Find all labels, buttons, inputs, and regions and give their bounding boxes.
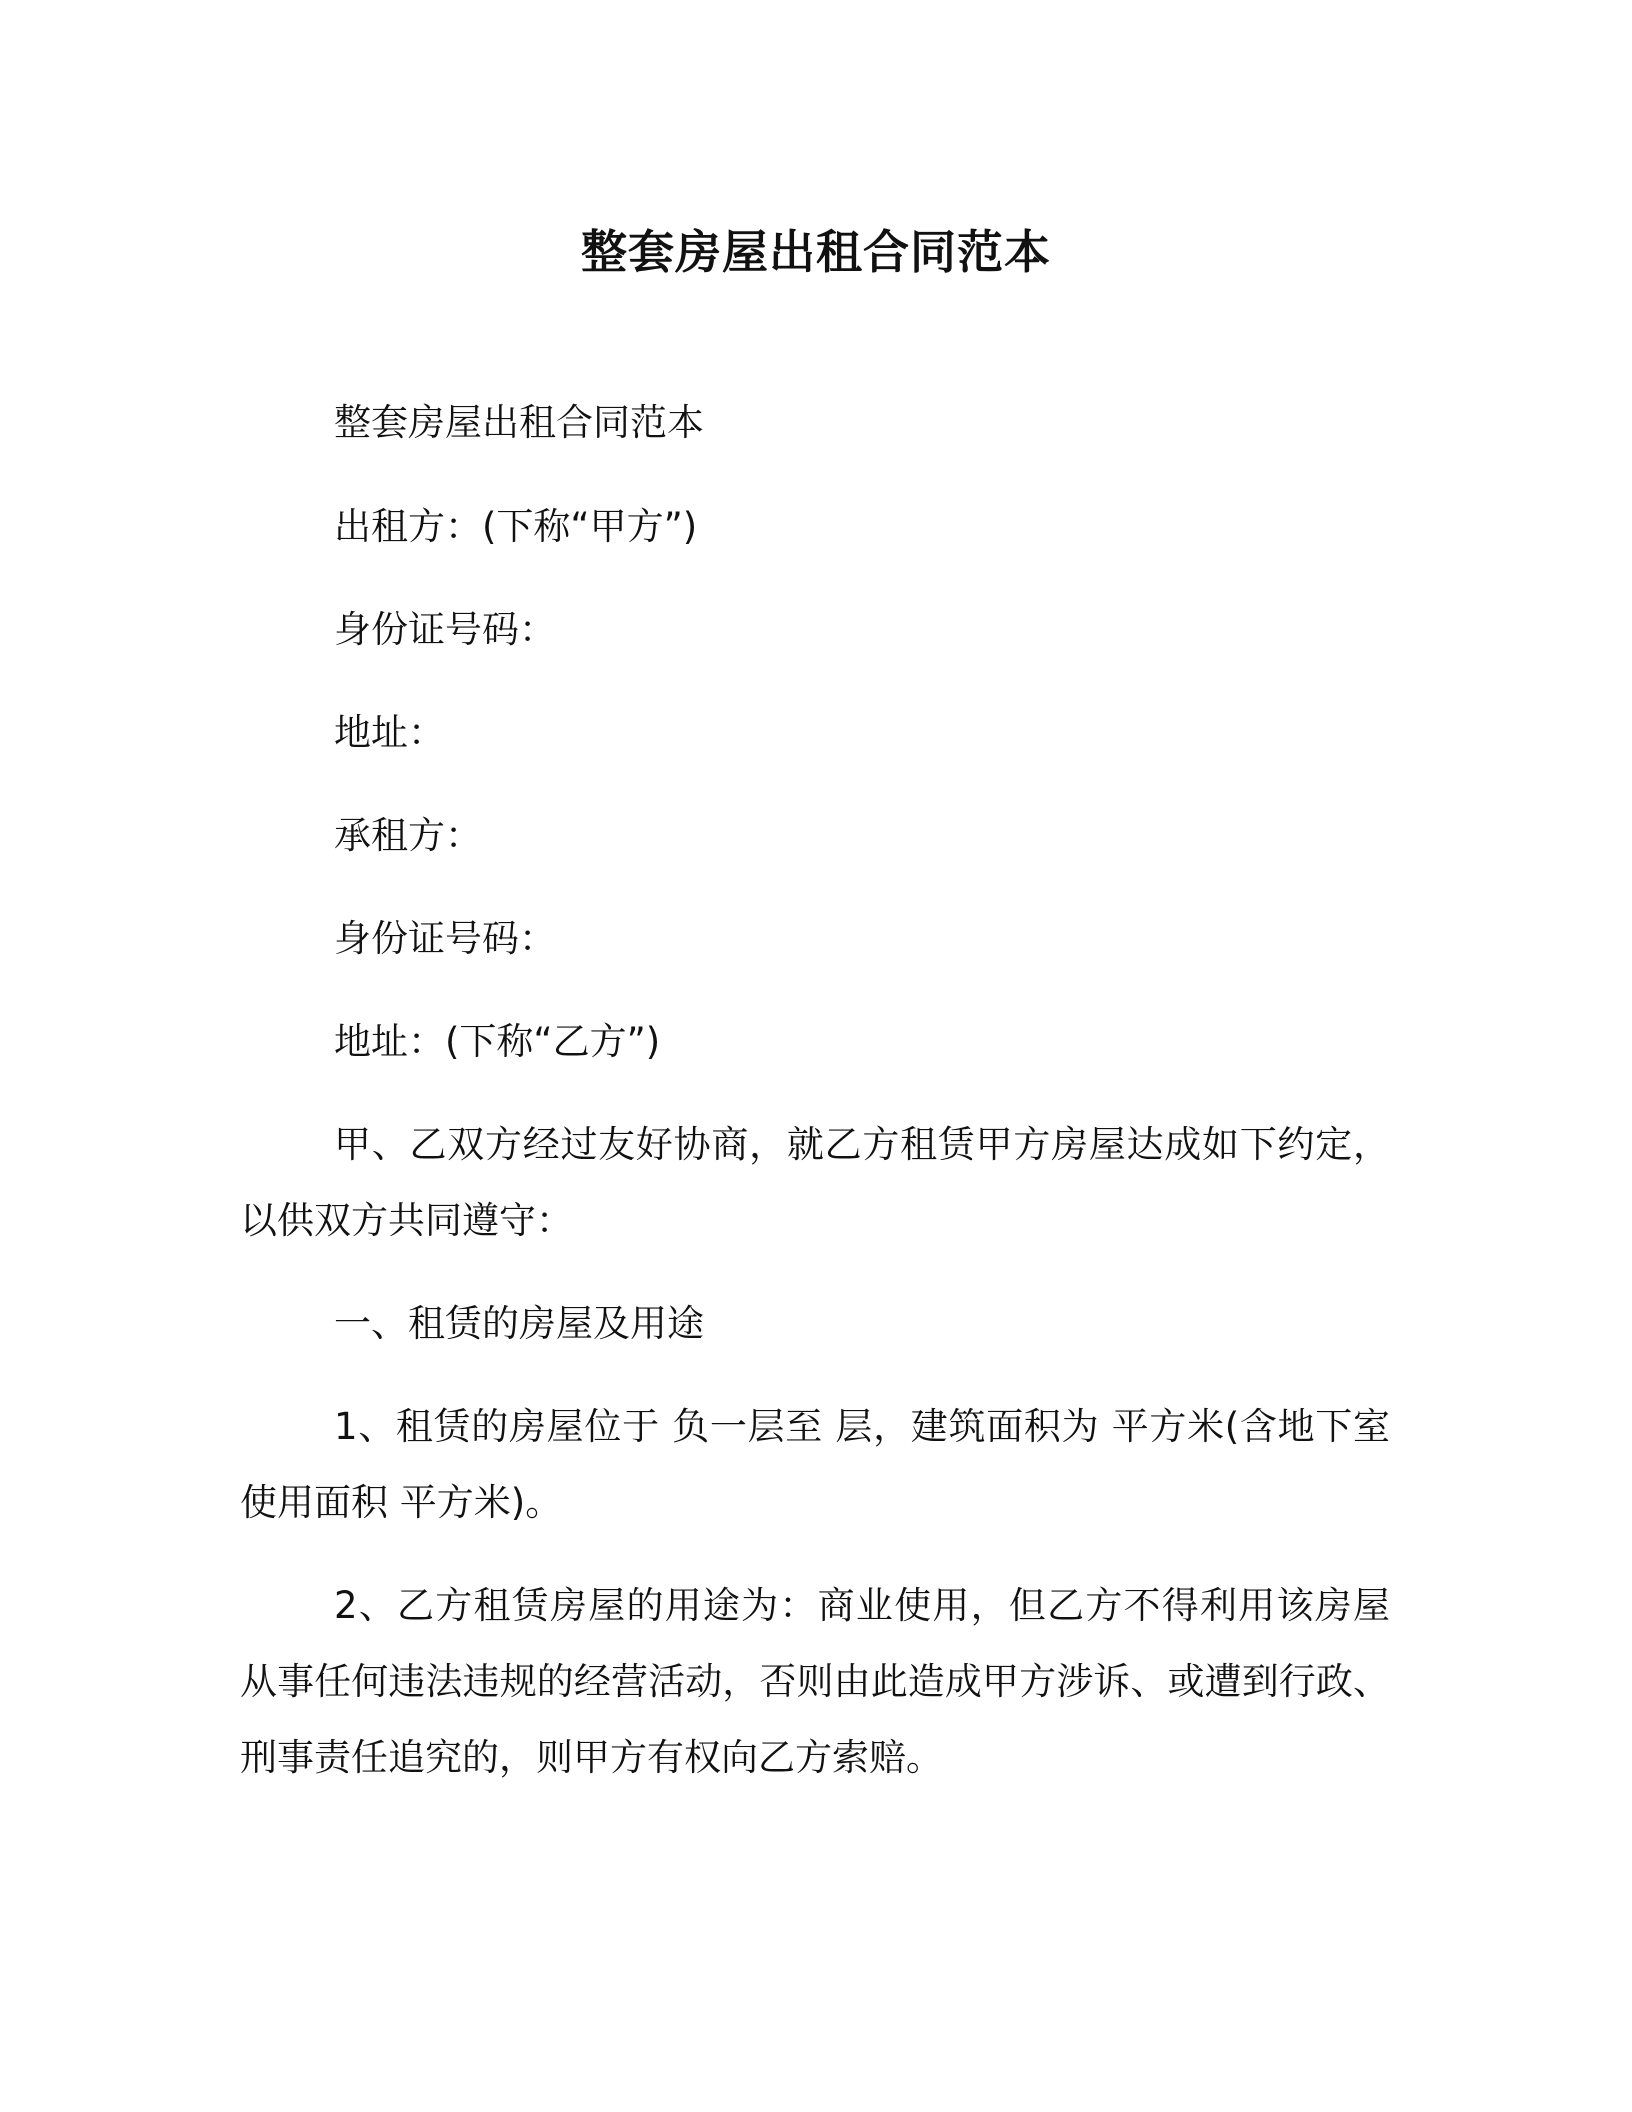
lessor-line: 出租方：(下称“甲方”) <box>334 505 698 548</box>
lessee-line: 承租方： <box>334 814 482 857</box>
lessor-address-line: 地址： <box>334 711 445 754</box>
clause-2-paragraph: 2、乙方租赁房屋的用途为：商业使用，但乙方不得利用该房屋从事任何违法违规的经营活动，否则由此造成甲方涉诉、或遭到行政、刑事责任追究的，则甲方有权向乙方索赔。 <box>240 1584 1390 1779</box>
section-heading-1: 一、租赁的房屋及用途 <box>334 1302 704 1345</box>
document-title: 整套房屋出租合同范本 <box>581 225 1051 279</box>
lessor-id-line: 身份证号码： <box>334 608 556 651</box>
lessee-id-line: 身份证号码： <box>334 917 556 960</box>
preamble-paragraph: 甲、乙双方经过友好协商，就乙方租赁甲方房屋达成如下约定，以供双方共同遵守： <box>240 1123 1390 1242</box>
lessee-address-line: 地址：(下称“乙方”) <box>334 1020 661 1063</box>
clause-1-paragraph: 1、租赁的房屋位于 负一层至 层，建筑面积为 平方米(含地下室使用面积 平方米)。 <box>240 1405 1390 1524</box>
document-subtitle: 整套房屋出租合同范本 <box>334 401 704 444</box>
